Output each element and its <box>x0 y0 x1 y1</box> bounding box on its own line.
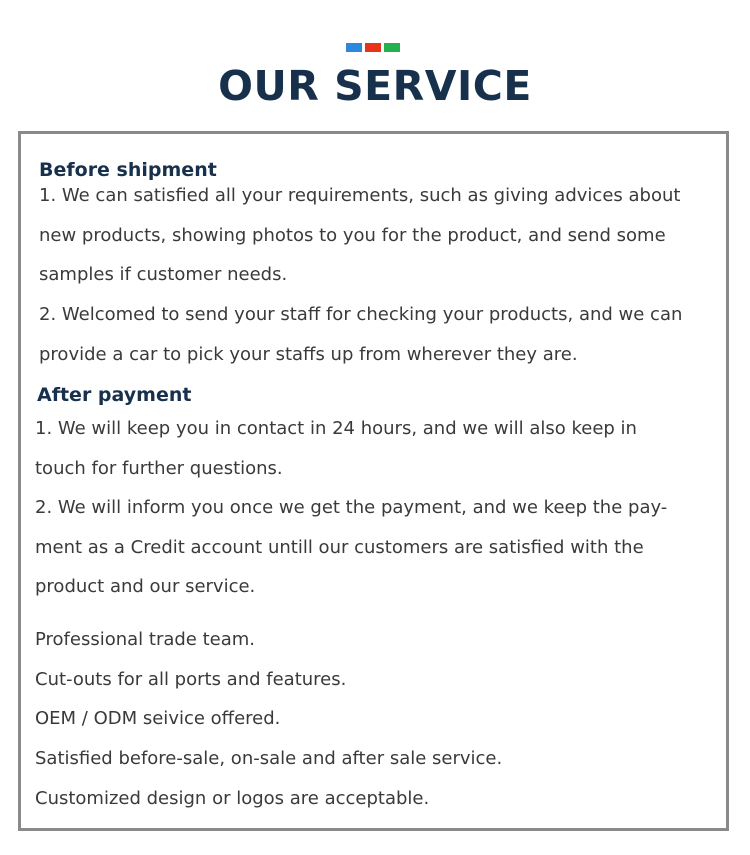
before-shipment-heading: Before shipment <box>39 159 217 181</box>
service-box <box>18 131 729 831</box>
text-line: new products, showing photos to you for the product, and send some <box>39 224 666 246</box>
list-item: Cut-outs for all ports and features. <box>35 668 347 690</box>
after-payment-heading: After payment <box>37 384 192 406</box>
text-line: ment as a Credit account untill our customers are satisfied with the <box>35 536 644 558</box>
list-item: Professional trade team. <box>35 629 256 650</box>
text-line: provide a car to pick your staffs up from wherever they are. <box>39 343 578 365</box>
after-payment-item-1 <box>35 409 637 488</box>
text-line: 2. Welcomed to send your staff for checking your products, and we can <box>39 304 683 325</box>
text-line: product and our service. <box>35 576 256 597</box>
text-line: 1. We can satisfied all your requirements, such as giving advices about <box>39 185 681 206</box>
list-item: Satisfied before-sale, on-sale and after sale service. <box>35 748 503 770</box>
list-item: OEM / ODM seivice offered. <box>35 708 281 730</box>
accent-block-green <box>384 43 400 52</box>
text-line: samples if customer needs. <box>39 264 288 285</box>
features-list <box>35 620 502 819</box>
text-line: 2. We will inform you once we get the payment, and we keep the pay- <box>35 497 668 518</box>
accent-block-blue <box>346 43 362 52</box>
page-title: OUR SERVICE <box>218 62 532 110</box>
before-shipment-item-1 <box>39 176 680 295</box>
text-line: touch for further questions. <box>35 457 283 479</box>
list-item: Customized design or logos are acceptable. <box>35 787 430 809</box>
before-shipment-item-2 <box>39 295 682 374</box>
title-accent-bar <box>346 43 400 52</box>
text-line: 1. We will keep you in contact in 24 hours, and we will also keep in <box>35 418 637 439</box>
accent-block-red <box>365 43 381 52</box>
after-payment-item-2 <box>35 488 667 607</box>
